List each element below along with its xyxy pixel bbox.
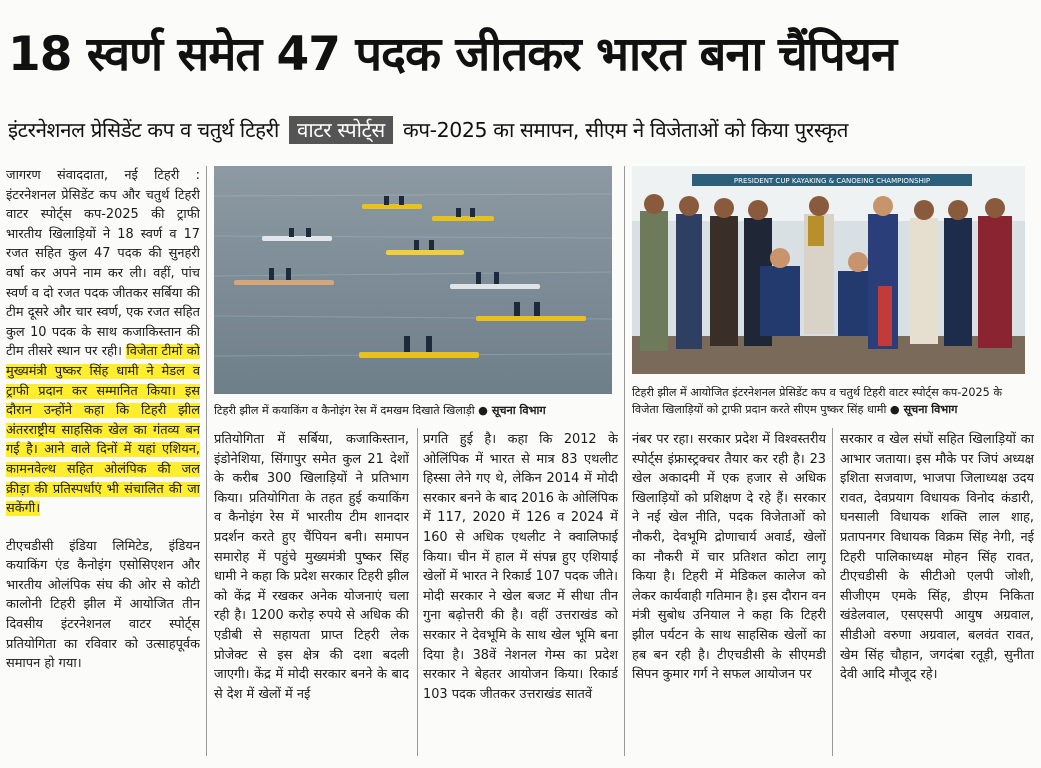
- column-divider: [832, 428, 833, 756]
- ceremony-photo: [632, 166, 1025, 374]
- kayaking-photo-illustration: [214, 166, 612, 394]
- subheadline: [8, 108, 1033, 152]
- subhead-before: इंटरनेशनल प्रेसिडेंट कप व चतुर्थ टिहरी: [8, 118, 279, 142]
- caption-1-credit: ● सूचना विभाग: [478, 404, 546, 417]
- ceremony-photo-illustration: [632, 166, 1025, 374]
- article-column-2: प्रतियोगिता में सर्बिया, कजाकिस्तान, इंडोनेशिया, सिंगापुर समेत कुल 21 देशों के करीब 300 खिलाड़ियों ने प्रतिभाग किया। प्रतियोगिता के तहत हुई कयाकिंग व कैनोइंग रेस में भारतीय टीम शानदार प्रदर्शन करते हुए चैंपियन बनी। समापन समारोह में पहुंचे मुख्यमंत्री पुष्कर सिंह धामी ने कहा कि प्रदेश सरकार टिहरी झील को केंद्र में रखकर अनेक योजनाएं चला रही है। 1200 करोड़ रुपये से अधिक की एडीबी से सहायता प्राप्त टिहरी लेक प्रोजेक्ट से इस क्षेत्र की दशा बदली जाएगी। केंद्र में मोदी सरकार बनने के बाद से देश में खेलों में नई: [214, 432, 409, 702]
- headline: 18 स्वर्ण समेत 47 पदक जीतकर भारत बना चैंपियन: [8, 27, 897, 82]
- article-column-3: प्रगति हुई है। कहा कि 2012 के ओलिंपिक में भारत से मात्र 83 एथलीट हिस्सा लेने गए थे, लेकिन 2014 में मोदी सरकार बनने के बाद 2016 के ओलिंपिक में 117, 2020 में 126 व 2024 में 160 से अधिक एथलीट ने क्वालिफाई किया। चीन में हाल में संपन्न हुए एशियाई खेलों में भारत ने रिकार्ड 107 पदक जीते। मोदी सरकार ने खेल बजट में सीधा तीन गुना बढ़ोत्तरी की है। वहीं उत्तराखंड को सरकार ने देवभूमि के साथ खेल भूमि बना दिया है। 38वें नेशनल गेम्स का प्रदेश सरकार ने बेहतर आयोजन किया। रिकार्ड 103 पदक जीतकर उत्तराखंड सातवें: [423, 432, 618, 702]
- column-divider: [417, 428, 418, 756]
- banner-text: PRESIDENT CUP KAYAKING & CANOEING CHAMPIONSHIP: [733, 177, 931, 185]
- subhead-highlight: वाटर स्पोर्ट्स: [289, 116, 393, 144]
- col1-paragraph-2: टीएचडीसी इंडिया लिमिटेड, इंडियन कयाकिंग एंड कैनोइंग एसोसिएशन और भारतीय ओलंपिक संघ की ओर से कोटी कालोनी टिहरी झील में आयोजित तीन दिवसीय इंटरनेशनल वाटर स्पोर्ट्स प्रतियोगिता का रविवार को उत्साहपूर्वक समापन हो गया।: [6, 538, 200, 672]
- article-column-4: नंबर पर रहा। सरकार प्रदेश में विश्वस्तरीय स्पोर्ट्स इंफ्रास्ट्रक्चर तैयार कर रही है। 23 खेल अकादमी में एक हजार से अधिक खिलाड़ियों को प्रशिक्षण दे रहे हैं। सरकार ने नई खेल नीति, पदक विजेताओं को नौकरी, देवभूमि द्रोणाचार्य अवार्ड, खेलों का नौकरी में चार प्रतिशत कोटा लागू किया है। टिहरी में मेडिकल कालेज को लेकर कार्यवाही गतिमान है। इस दौरान वन मंत्री सुबोध उनियाल ने कहा कि टिहरी झील पर्यटन के साथ साहसिक खेलों का हब बन रही है। टीएचडीसी के सीएमडी सिपन कुमार गर्ग ने सफल आयोजन पर: [632, 432, 826, 683]
- kayaking-photo: [214, 166, 612, 394]
- col1-highlighted-text: विजेता टीमों को मुख्यमंत्री पुष्कर सिंह धामी ने मेडल व ट्राफी प्रदान कर सम्मानित किया। इस दौरान उन्होंने कहा कि टिहरी झील अंतरराष्ट्रीय साहसिक खेल का गंतव्य बन गई है। आने वाले दिनों में यहां एशियन, कामनवेल्थ सहित ओलंपिक की जल क्रीड़ा की प्रतिस्पर्धाएं भी संचालित की जा सकेंगी।: [6, 344, 200, 517]
- kayaking-photo-caption: [214, 402, 612, 419]
- column-divider: [206, 166, 207, 756]
- article-column-1: [6, 166, 200, 758]
- caption-2-credit: ● सूचना विभाग: [889, 403, 958, 416]
- caption-1-text: टिहरी झील में कयाकिंग व कैनोइंग रेस में दमखम दिखाते खिलाड़ी: [214, 404, 475, 417]
- col1-intro: जागरण संवाददाता, नई टिहरी : इंटरनेशनल प्रेसिडेंट कप और चतुर्थ टिहरी वाटर स्पोर्ट्स कप-2025 की ट्राफी भारतीय खिलाड़ियों ने 18 स्वर्ण व 17 रजत सहित कुल 47 पदक की सुनहरी वर्षा कर अपने नाम कर ली। वहीं, पांच स्वर्ण व दो रजत पदक जीतकर सर्बिया की टीम दूसरे और चार स्वर्ण, एक रजत सहित कुल 10 पदक के साथ कजाकिस्तान की टीम तीसरे स्थान पर रही।: [6, 168, 200, 360]
- caption-2-text: टिहरी झील में आयोजित इंटरनेशनल प्रेसिडेंट कप व चतुर्थ टिहरी वाटर स्पोर्ट्स कप-2025 के विजेता खिलाड़ियों को ट्राफी प्रदान करते सीएम पुष्कर सिंह धामी: [632, 386, 1002, 416]
- subhead-after: कप-2025 का समापन, सीएम ने विजेताओं को किया पुरस्कृत: [403, 118, 849, 142]
- ceremony-photo-caption: [632, 384, 1032, 418]
- article-column-5: सरकार व खेल संघों सहित खिलाड़ियों का आभार जताया। इस मौके पर जिपं अध्यक्ष इशिता सजवाण, भाजपा जिलाध्यक्ष उदय रावत, देवप्रयाग विधायक विनोद कंडारी, घनसाली विधायक शक्ति लाल शाह, प्रतापनगर विधायक विक्रम सिंह नेगी, नई टिहरी पालिकाध्यक्ष मोहन सिंह रावत, टीएचडीसी के सीटीओ एलपी जोशी, सीजीएम एमके सिंह, डीएम निकिता खंडेलवाल, एसएसपी आयुष अग्रवाल, सीडीओ वरुणा अग्रवाल, बलवंत रावत, खेम सिंह चौहान, जगदंबा रतूड़ी, सुनीता देवी आदि मौजूद रहे।: [840, 432, 1034, 683]
- column-divider: [624, 166, 625, 756]
- top-strip: [0, 0, 1041, 10]
